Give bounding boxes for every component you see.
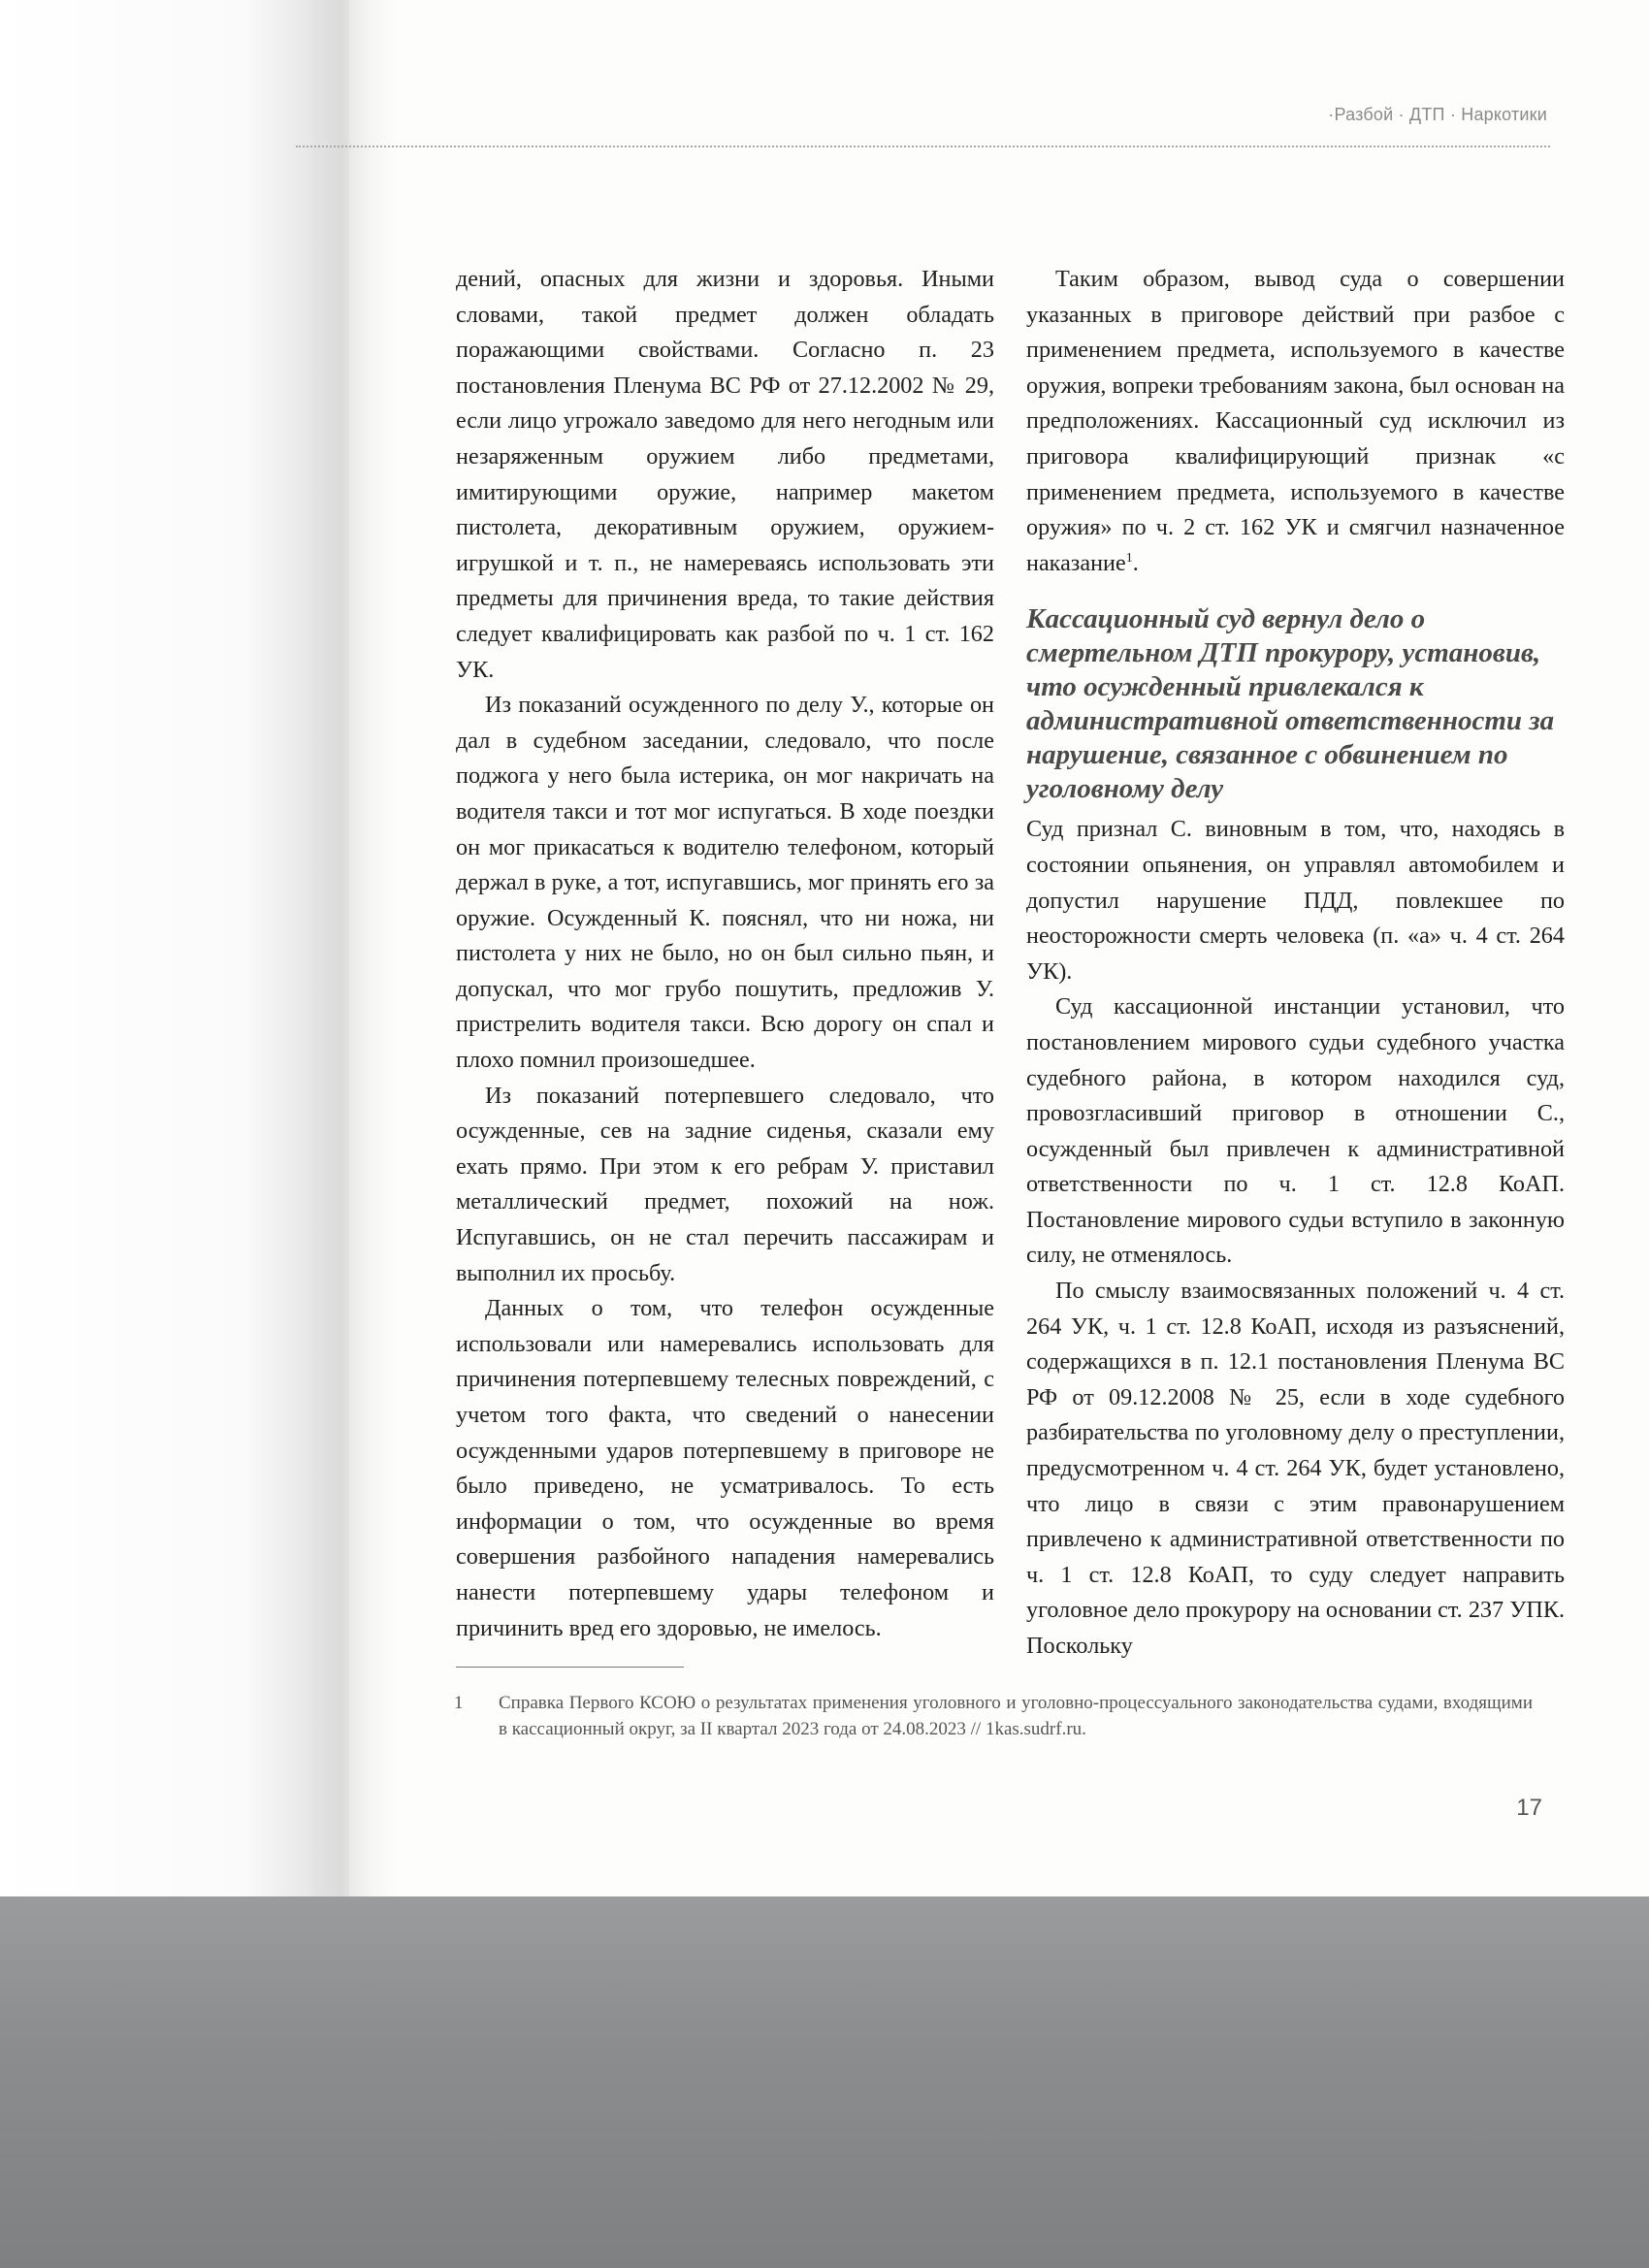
page-number: 17	[1516, 1795, 1542, 1821]
right-paragraph-1: Суд признал С. виновным в том, что, находясь в состоянии опьянения, он управлял автомобилем и допустил нарушение ПДД, повлекшее по неосторожности смерть человека (п. «а» ч. 4 ст. 264 УК).	[1026, 816, 1565, 985]
footnote-number: 1	[454, 1693, 464, 1713]
right-intro-text: Таким образом, вывод суда о совершении указанных в приговоре действий при разбое с применением предмета, используемого в качестве оружия, вопреки требованиям закона, был основан на предположениях. Кассационный суд исключил из приговора квалифицирующий признак «с применением предмета, используемого в качестве оружия» по ч. 2 ст. 162 УК и смягчил назначенное наказание	[1026, 266, 1566, 576]
scanner-background	[0, 1892, 1649, 2268]
left-paragraph-3: Из показаний потерпевшего следовало, что осужденные, сев на задние сиденья, сказали ему ехать прямо. При этом к его ребрам У. приставил металлический предмет, похожий на нож. Испугавшись, он не стал перечить пассажирам и выполнил их просьбу.	[456, 1082, 994, 1286]
left-paragraph-1: дений, опасных для жизни и здоровья. Иными словами, такой предмет должен обладать поражающими свойствами. Согласно п. 23 постановления Пленума ВС РФ от 27.12.2002 № 29, если лицо угрожало заведомо для него негодным или незаряженным оружием либо предметами, имитирующими оружие, например макетом пистолета, декоративным оружием, оружием-игрушкой и т. п., не намереваясь использовать эти предметы для причинения вреда, то такие действия следует квалифицировать как разбой по ч. 1 ст. 162 УК.	[456, 266, 994, 683]
left-paragraph-4: Данных о том, что телефон осужденные использовали или намеревались использовать для причинения потерпевшему телесных повреждений, с учетом того факта, что сведений о нанесении осужденными ударов потерпевшему в приговоре не было приведено, не усматривалось. То есть информации о том, что осужденные во время совершения разбойного нападения намеревались нанести потерпевшему удары телефоном и причинить вред его здоровью, не имелось.	[456, 1295, 994, 1641]
right-column	[1026, 262, 1565, 1665]
right-intro-paragraph	[1026, 262, 1565, 581]
page-gutter-margin	[0, 0, 349, 1896]
section-heading: Кассационный суд вернул дело о смертельном ДТП прокурору, установив, что осужденный привлекался к административной ответственности за нарушение, связанное с обвинением по уголовному делу	[1026, 603, 1555, 805]
footnote-reference: 1	[1125, 550, 1133, 566]
right-paragraph-2: Суд кассационной инстанции установил, что постановлением мирового судьи судебного участка судебного района, в котором находился суд, провозгласивший приговор в отношении С., осужденный был привлечен к административной ответственности по ч. 1 ст. 12.8 КоАП. Постановление мирового судьи вступило в законную силу, не отменялось.	[1026, 993, 1565, 1269]
right-intro-end: .	[1132, 549, 1139, 576]
footnote-rule	[456, 1667, 684, 1668]
right-paragraph-3: По смыслу взаимосвязанных положений ч. 4 ст. 264 УК, ч. 1 ст. 12.8 КоАП, исходя из разъяснений, содержащихся в п. 12.1 постановления Пленума ВС РФ от 09.12.2008 № 25, если в ходе судебного разбирательства по уголовному делу о преступлении, предусмотренном ч. 4 ст. 264 УК, будет установлено, что лицо в связи с этим правонарушением привлечено к административной ответственности по ч. 1 ст. 12.8 КоАП, то суду следует направить уголовное дело прокурору на основании ст. 237 УПК. Поскольку	[1026, 1278, 1565, 1659]
spine-shadow	[310, 0, 398, 1896]
header-dotted-rule	[296, 146, 1550, 147]
running-head: ·Разбой · ДТП · Наркотики	[1328, 105, 1547, 124]
footnote	[456, 1690, 1533, 1742]
left-column	[456, 262, 994, 1646]
left-paragraph-2: Из показаний осужденного по делу У., которые он дал в судебном заседании, следовало, что после поджога у него была истерика, он мог накричать на водителя такси и тот мог испугаться. В ходе поездки он мог прикасаться к водителю телефоном, который держал в руке, а тот, испугавшись, мог принять его за оружие. Осужденный К. пояснял, что ни ножа, ни пистолета у них не было, но он был сильно пьян, и допускал, что мог грубо пошутить, предложив У. пристрелить водителя такси. Всю дорогу он спал и плохо помнил произошедшее.	[456, 692, 994, 1074]
footnote-text: Справка Первого КСОЮ о результатах применения уголовного и уголовно-процессуального законодательства судами, входящими в кассационный округ, за II квартал 2023 года от 24.08.2023 // 1kas.sudrf.ru.	[499, 1693, 1533, 1739]
